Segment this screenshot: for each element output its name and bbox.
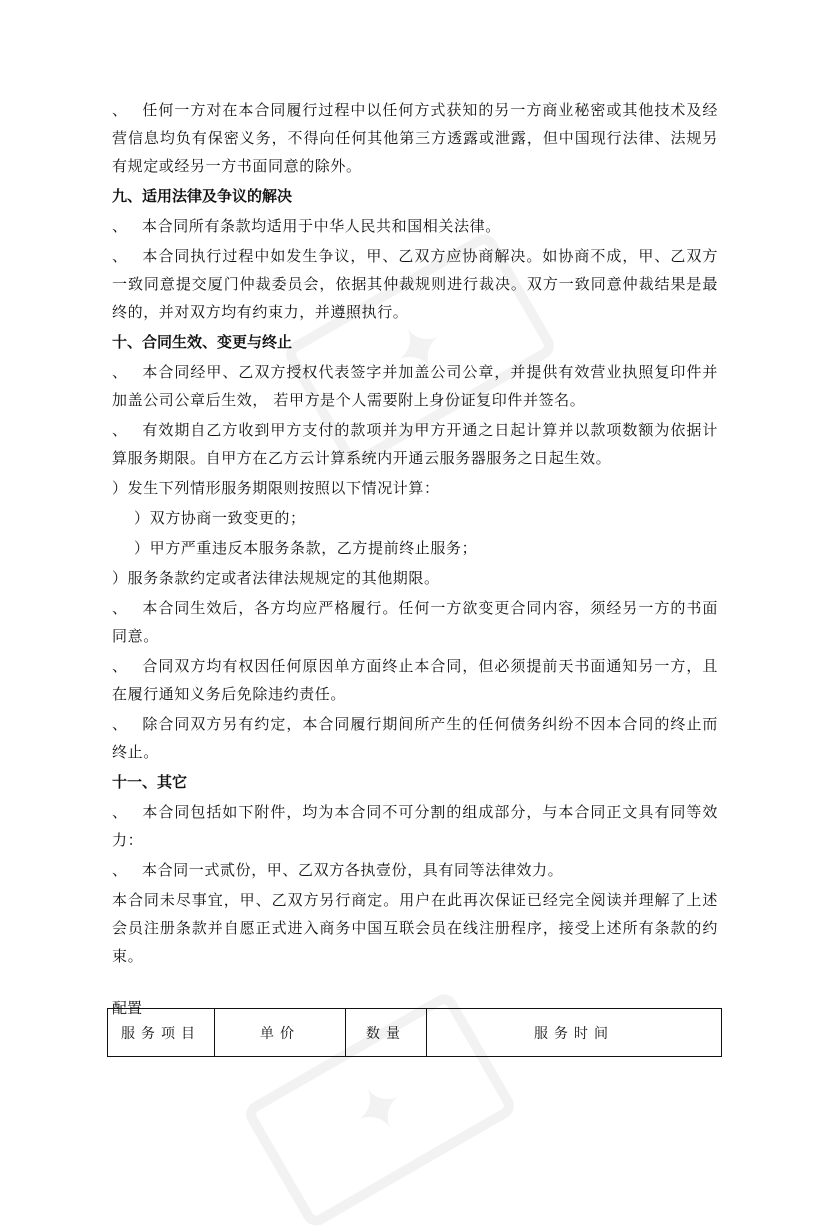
service-table: [107, 1008, 722, 1057]
clause-marker: 、: [112, 363, 128, 381]
clause-text: 除合同双方另有约定，本合同履行期间所产生的任何债务纠纷不因本合同的终止而终止。: [112, 715, 718, 761]
clause-marker: 、: [112, 803, 128, 821]
clause-text: ）甲方严重违反本服务条款，乙方提前终止服务；: [134, 539, 478, 557]
clause-paragraph: [112, 798, 718, 854]
watermark-stamp: ✦: [281, 229, 559, 470]
document-body: [112, 96, 718, 1022]
clause-paragraph: [112, 504, 718, 532]
clause-text: ）发生下列情形服务期限则按照以下情况计算：: [112, 479, 440, 497]
col-service-item: 服务项目: [108, 1009, 215, 1057]
clause-paragraph: [112, 212, 718, 240]
col-quantity: 数量: [346, 1009, 427, 1057]
watermark-stamp-bottom: ✦: [241, 989, 519, 1230]
col-unit-price: 单价: [215, 1009, 346, 1057]
section-heading: 十一、其它: [112, 773, 188, 791]
section-heading: 十、合同生效、变更与终止: [112, 333, 293, 351]
clause-paragraph: [112, 856, 718, 884]
clause-paragraph: [112, 242, 718, 326]
clause-marker: 、: [112, 217, 128, 235]
config-label: 配置: [112, 999, 143, 1017]
clause-marker: 、: [112, 715, 128, 733]
clause-text: ）双方协商一致变更的；: [134, 509, 306, 527]
clause-paragraph: [112, 358, 718, 414]
clause-paragraph: [112, 594, 718, 650]
clause-text: 任何一方对在本合同履行过程中以任何方式获知的另一方商业秘密或其他技术及经营信息均负有保密义务，不得向任何其他第三方透露或泄露，但中国现行法律、法规另有规定或经另一方书面同意的除外。: [112, 101, 718, 175]
clause-text: 合同双方均有权因任何原因单方面终止本合同，但必须提前天书面通知另一方，且在履行通知义务后免除违约责任。: [112, 657, 718, 703]
clause-paragraph: [112, 886, 718, 970]
clause-marker: 、: [112, 421, 128, 439]
clause-marker: 、: [112, 101, 128, 119]
clause-text: 本合同生效后，各方均应严格履行。任何一方欲变更合同内容，须经另一方的书面同意。: [112, 599, 718, 645]
clause-text: 有效期自乙方收到甲方支付的款项并为甲方开通之日起计算并以款项数额为依据计算服务期限。自甲方在乙方云计算系统内开通云服务器服务之日起生效。: [112, 421, 718, 467]
clause-marker: 、: [112, 657, 128, 675]
col-service-time: 服务时间: [427, 1009, 722, 1057]
table-header-row: [108, 1009, 722, 1057]
clause-marker: 、: [112, 599, 128, 617]
clause-paragraph: [112, 564, 718, 592]
clause-paragraph: [112, 474, 718, 502]
clause-text: 本合同所有条款均适用于中华人民共和国相关法律。: [142, 217, 501, 235]
clause-paragraph: [112, 710, 718, 766]
clause-text: ）服务条款约定或者法律法规规定的其他期限。: [112, 569, 440, 587]
clause-marker: 、: [112, 861, 128, 879]
clause-text: 本合同经甲、乙双方授权代表签字并加盖公司公章，并提供有效营业执照复印件并加盖公司公章后生效， 若甲方是个人需要附上身份证复印件并签名。: [112, 363, 718, 409]
clause-text: 本合同执行过程中如发生争议，甲、乙双方应协商解决。如协商不成，甲、乙双方一致同意提交厦门仲裁委员会，依据其仲裁规则进行裁决。双方一致同意仲裁结果是最终的，并对双方均有约束力，并遵照执行。: [112, 247, 718, 321]
clause-text: 本合同未尽事宜，甲、乙双方另行商定。用户在此再次保证已经完全阅读并理解了上述会员注册条款并自愿正式进入商务中国互联会员在线注册程序，接受上述所有条款的约束。: [112, 891, 718, 965]
clause-paragraph: [112, 416, 718, 472]
section-heading: 九、适用法律及争议的解决: [112, 187, 293, 205]
clause-text: 本合同一式贰份，甲、乙双方各执壹份，具有同等法律效力。: [142, 861, 564, 879]
clause-paragraph: [112, 96, 718, 180]
clause-text: 本合同包括如下附件，均为本合同不可分割的组成部分，与本合同正文具有同等效力：: [112, 803, 718, 849]
clause-paragraph: [112, 652, 718, 708]
clause-marker: 、: [112, 247, 128, 265]
clause-paragraph: [112, 534, 718, 562]
